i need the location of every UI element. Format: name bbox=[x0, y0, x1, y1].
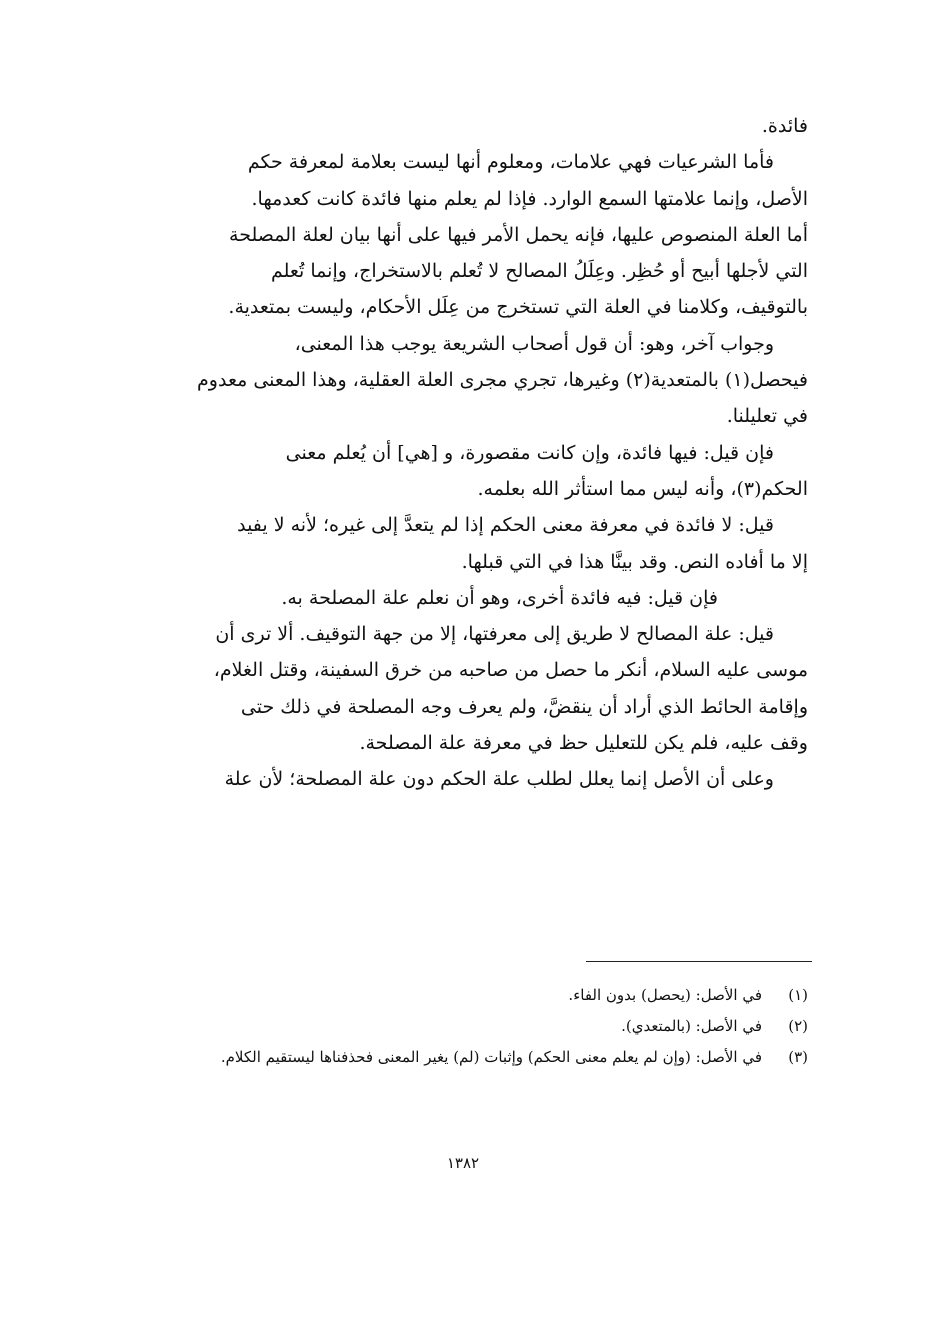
footnote-separator bbox=[586, 961, 812, 962]
paragraph-start-line: فأما الشرعيات فهي علامات، ومعلوم أنها ليست بعلامة لمعرفة حكم bbox=[247, 151, 774, 174]
footnote-item bbox=[130, 980, 808, 1011]
main-text bbox=[126, 108, 808, 798]
text-line: وإقامة الحائط الذي أراد أن ينقضَّ، ولم يعرف وجه المصلحة في ذلك حتى bbox=[240, 695, 808, 718]
footnote-item bbox=[130, 1042, 808, 1073]
paragraph-start-line: وعلى أن الأصل إنما يعلل لطلب علة الحكم دون علة المصلحة؛ لأن علة bbox=[224, 768, 774, 791]
footnote-text: في الأصل: (بالمتعدي). bbox=[621, 1017, 762, 1035]
paragraph-start-line: قيل: لا فائدة في معرفة معنى الحكم إذا لم يتعدَّ إلى غيره؛ لأنه لا يفيد bbox=[237, 514, 774, 537]
text-line: إلا ما أفاده النص. وقد بينَّا هذا في التي قبلها. bbox=[461, 550, 808, 573]
footnotes bbox=[130, 980, 808, 1073]
footnote-text: في الأصل: (وإن لم يعلم معنى الحكم) وإثبات (لم) يغير المعنى فحذفناها ليستقيم الكلام. bbox=[220, 1048, 762, 1066]
text-line: بالتوقيف، وكلامنا في العلة التي تستخرج من عِلَل الأحكام، وليست بمتعدية. bbox=[228, 296, 808, 319]
text-line: الأصل، وإنما علامتها السمع الوارد. فإذا لم يعلم منها فائدة كانت كعدمها. bbox=[251, 187, 808, 210]
text-line: الحكم(٣)، وأنه ليس مما استأثر الله بعلمه. bbox=[477, 477, 808, 500]
footnote-number: (٢) bbox=[788, 1017, 808, 1035]
paragraph-start-line: فإن قيل: فيها فائدة، وإن كانت مقصورة، و [هي] أن يُعلم معنى bbox=[285, 441, 774, 464]
footnote-text: في الأصل: (يحصل) بدون الفاء. bbox=[568, 986, 762, 1004]
paragraph-start-line: أما العلة المنصوص عليها، فإنه يحمل الأمر فيها على أنها بيان لعلة المصلحة bbox=[229, 223, 808, 246]
text-line: التي لأجلها أبيح أو حُظِر. وعِلَلُ المصالح لا تُعلم بالاستخراج، وإنما تُعلم bbox=[270, 260, 808, 283]
text-line: وقف عليه، فلم يكن للتعليل حظ في معرفة علة المصلحة. bbox=[359, 732, 808, 755]
footnote-number: (١) bbox=[788, 986, 808, 1004]
page-number: ١٣٨٢ bbox=[446, 1154, 480, 1172]
paragraph-start-line: فإن قيل: فيه فائدة أخرى، وهو أن نعلم علة المصلحة به. bbox=[281, 586, 718, 609]
paragraph-start-line: قيل: علة المصالح لا طريق إلى معرفتها، إلا من جهة التوقيف. ألا ترى أن bbox=[215, 623, 774, 646]
text-line: فيحصل(١) بالمتعدية(٢) وغيرها، تجري مجرى العلة العقلية، وهذا المعنى معدوم bbox=[197, 369, 808, 392]
footnote-number: (٣) bbox=[788, 1048, 808, 1066]
text-line: موسى عليه السلام، أنكر ما حصل من صاحبه من خرق السفينة، وقتل الغلام، bbox=[213, 659, 808, 682]
paragraph-start-line: وجواب آخر، وهو: أن قول أصحاب الشريعة يوجب هذا المعنى، bbox=[294, 332, 774, 355]
text-line: فائدة. bbox=[761, 115, 808, 137]
text-line: في تعليلنا. bbox=[726, 405, 808, 428]
footnote-item bbox=[130, 1011, 808, 1042]
